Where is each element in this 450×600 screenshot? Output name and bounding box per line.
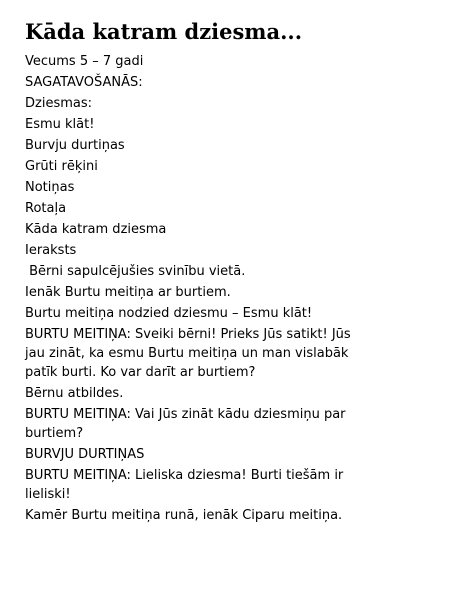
dialogue-paragraph: BURTU MEITIŅA: Lieliska dziesma! Burti tiešām ir lieliski! xyxy=(25,468,344,502)
stage-direction: Bērnu atbildes. xyxy=(25,386,124,401)
age-range-line: Vecums 5 – 7 gadi xyxy=(25,54,144,69)
song-item: Kāda katram dziesma xyxy=(25,222,167,237)
song-item: Burvju durtiņas xyxy=(25,138,125,153)
song-item: Rotaļa xyxy=(25,201,67,216)
dialogue-paragraph: BURTU MEITIŅA: Sveiki bērni! Prieks Jūs satikt! Jūs jau zināt, ka esmu Burtu meitiņa un man vislabāk patīk burti. Ko var darīt ar burtiem? xyxy=(25,327,351,380)
song-title-line: BURVJU DURTIŅAS xyxy=(25,447,145,462)
songs-heading: Dziesmas: xyxy=(25,96,92,111)
stage-direction: Kamēr Burtu meitiņa runā, ienāk Ciparu meitiņa. xyxy=(25,508,343,523)
document-title: Kāda katram dziesma... xyxy=(25,19,303,44)
script-line: Bērni sapulcējušies svinību vietā. xyxy=(25,264,246,279)
preparation-heading: SAGATAVOŠANĀS: xyxy=(25,75,143,90)
record-heading: Ieraksts xyxy=(25,243,77,258)
script-line: Ienāk Burtu meitiņa ar burtiem. xyxy=(25,285,231,300)
song-item: Grūti rēķini xyxy=(25,159,98,174)
song-item: Esmu klāt! xyxy=(25,117,95,132)
song-item: Notiņas xyxy=(25,180,75,195)
dialogue-paragraph: BURTU MEITIŅA: Vai Jūs zināt kādu dziesmiņu par burtiem? xyxy=(25,407,346,441)
script-line: Burtu meitiņa nodzied dziesmu – Esmu klāt! xyxy=(25,306,313,321)
document-body xyxy=(25,52,370,527)
